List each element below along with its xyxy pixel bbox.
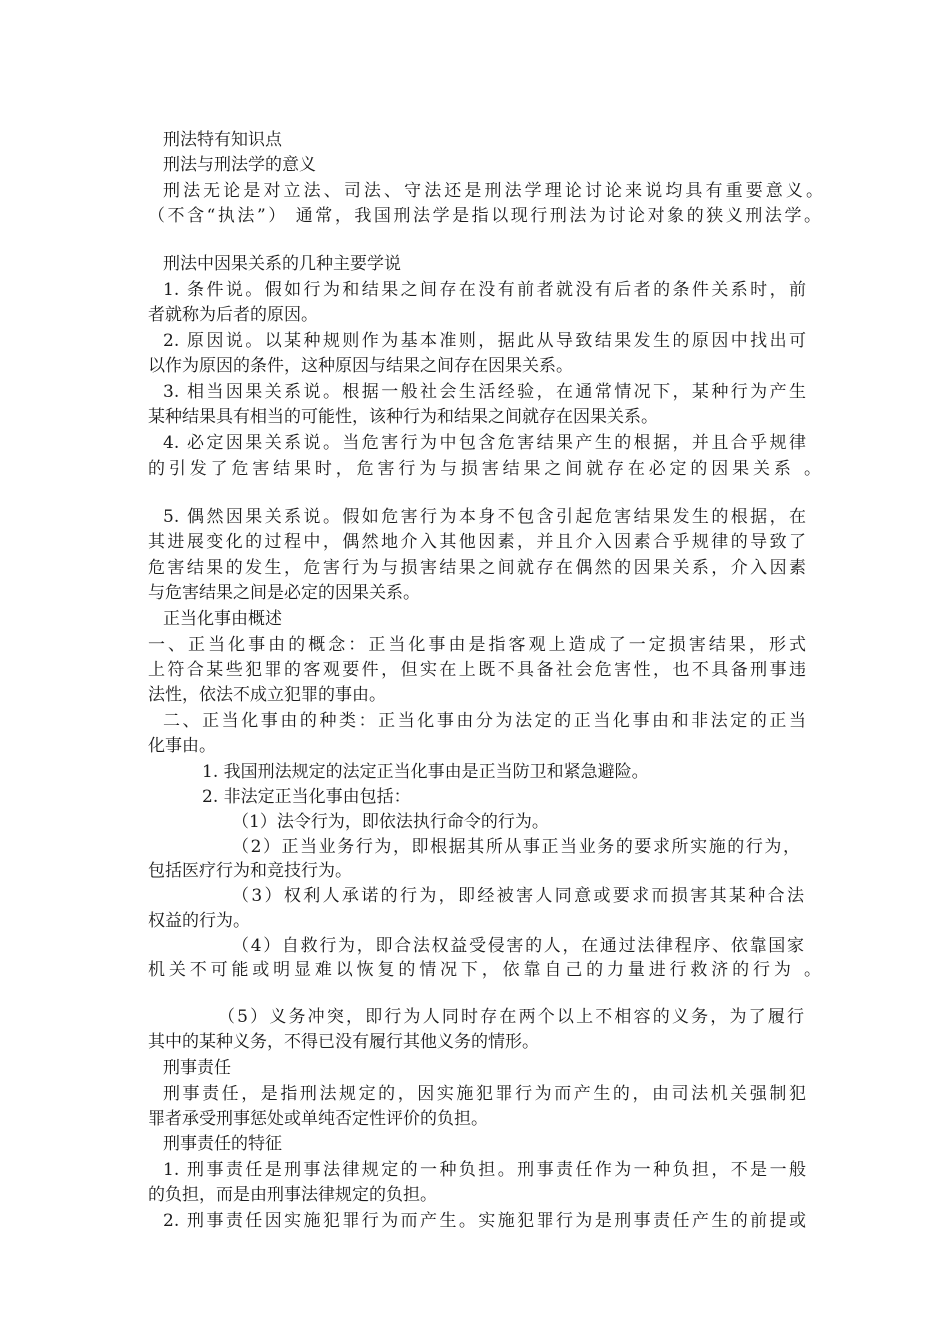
text-line: 3. 相当因果关系说。根据一般社会生活经验，在通常情况下，某种行为产生 [163,382,806,402]
text-line: 危害结果的发生，危害行为与损害结果之间就存在偶然的因果关系，介入因素 [148,558,806,578]
text-line: 上符合某些犯罪的客观要件，但实在上既不具备社会危害性，也不具备刑事违 [148,660,806,680]
text-line: 以作为原因的条件，这种原因与结果之间存在因果关系。 [148,356,573,376]
text-line: 者就称为后者的原因。 [148,305,318,325]
text-line: 的引发了危害结果时，危害行为与损害结果之间就存在必定的因果关系 。 [148,459,821,479]
text-line: 2. 非法定正当化事由包括： [202,787,411,807]
text-line: 权益的行为。 [148,911,250,931]
text-line: 刑事责任 [163,1058,231,1078]
text-line: 机关不可能或明显难以恢复的情况下，依靠自己的力量进行救济的行为 。 [148,960,821,980]
text-line: 1. 我国刑法规定的法定正当化事由是正当防卫和紧急避险。 [202,762,649,782]
text-line: 二、正当化事由的种类：正当化事由分为法定的正当化事由和非法定的正当 [163,711,806,731]
text-line: 2. 刑事责任因实施犯罪行为而产生。实施犯罪行为是刑事责任产生的前提或 [163,1211,806,1231]
text-line: （5）义务冲突，即行为人同时存在两个以上不相容的义务，为了履行 [218,1007,804,1027]
text-line: 罪者承受刑事惩处或单纯否定性评价的负担。 [148,1109,488,1129]
text-line: 的负担，而是由刑事法律规定的负担。 [148,1185,437,1205]
text-line: 刑法中因果关系的几种主要学说 [163,254,401,274]
text-line: （4）自救行为，即合法权益受侵害的人，在通过法律程序、依靠国家 [232,936,804,956]
text-line: 其进展变化的过程中，偶然地介入其他因素，并且介入因素合乎规律的导致了 [148,532,806,552]
text-line: 1. 刑事责任是刑事法律规定的一种负担。刑事责任作为一种负担，不是一般 [163,1160,806,1180]
text-line: 刑法无论是对立法、司法、守法还是刑法学理论讨论来说均具有重要意义。 [163,181,823,201]
document-title: 刑法特有知识点 [163,130,282,150]
text-line: （1）法令行为，即依法执行命令的行为。 [232,812,549,832]
text-line: （2）正当业务行为，即根据其所从事正当业务的要求所实施的行为， [232,837,800,857]
text-line: 正当化事由概述 [163,609,282,629]
text-line: 5. 偶然因果关系说。假如危害行为本身不包含引起危害结果发生的根据，在 [163,507,806,527]
text-line: 1. 条件说。假如行为和结果之间存在没有前者就没有后者的条件关系时，前 [163,280,806,300]
text-line: 化事由。 [148,736,216,756]
text-line: 包括医疗行为和竞技行为。 [148,861,352,881]
text-line: 其中的某种义务，不得已没有履行其他义务的情形。 [148,1032,539,1052]
text-line: 刑事责任的特征 [163,1134,282,1154]
text-line: 一、正当化事由的概念：正当化事由是指客观上造成了一定损害结果，形式 [148,635,806,655]
text-line: 法性，依法不成立犯罪的事由。 [148,685,386,705]
text-line: 与危害结果之间是必定的因果关系。 [148,583,420,603]
text-line: 刑法与刑法学的意义 [163,155,316,175]
text-line: 刑事责任，是指刑法规定的，因实施犯罪行为而产生的，由司法机关强制犯 [163,1084,806,1104]
text-line: 2. 原因说。以某种规则作为基本准则，据此从导致结果发生的原因中找出可 [163,331,806,351]
text-line: （不含“执法”） 通常，我国刑法学是指以现行刑法为讨论对象的狭义刑法学。 [148,206,821,226]
text-line: （3）权利人承诺的行为，即经被害人同意或要求而损害其某种合法 [232,886,804,906]
text-line: 某种结果具有相当的可能性，该种行为和结果之间就存在因果关系。 [148,407,658,427]
text-line: 4. 必定因果关系说。当危害行为中包含危害结果产生的根据，并且合乎规律 [163,433,806,453]
